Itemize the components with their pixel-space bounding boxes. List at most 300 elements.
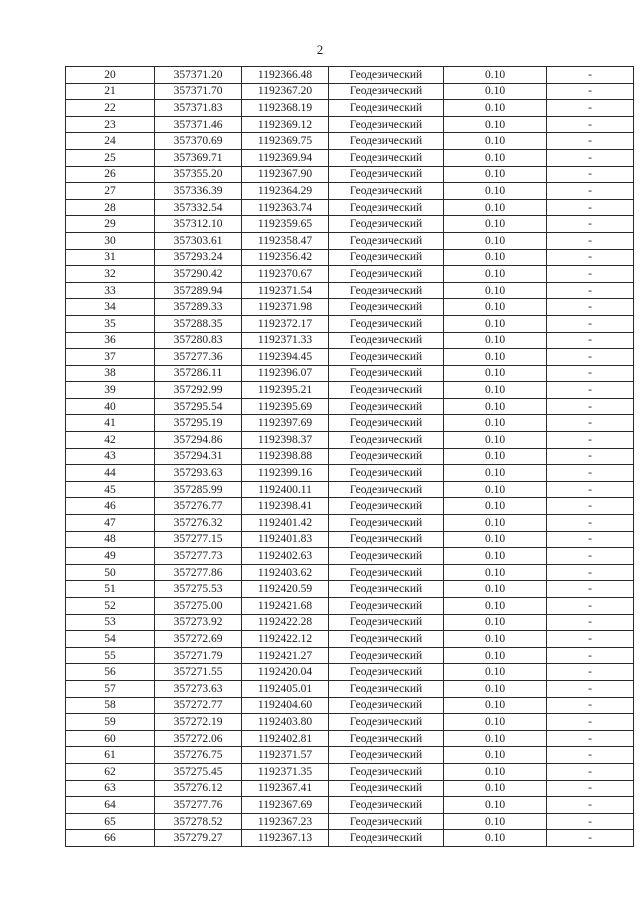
table-row — [66, 515, 634, 532]
cell-note: - — [547, 349, 634, 366]
cell-method: Геодезический — [329, 216, 444, 233]
cell-accuracy: 0.10 — [444, 680, 547, 697]
cell-method: Геодезический — [329, 232, 444, 249]
cell-point-number: 41 — [66, 415, 155, 432]
cell-coord-x: 357285.99 — [155, 481, 242, 498]
cell-method: Геодезический — [329, 133, 444, 150]
cell-coord-y: 1192404.60 — [242, 697, 329, 714]
cell-method: Геодезический — [329, 564, 444, 581]
cell-coord-y: 1192402.63 — [242, 548, 329, 565]
cell-note: - — [547, 365, 634, 382]
cell-note: - — [547, 481, 634, 498]
table-row — [66, 730, 634, 747]
cell-point-number: 38 — [66, 365, 155, 382]
cell-accuracy: 0.10 — [444, 100, 547, 117]
cell-coord-y: 1192364.29 — [242, 183, 329, 200]
cell-note: - — [547, 714, 634, 731]
page-number: 2 — [316, 42, 324, 57]
cell-accuracy: 0.10 — [444, 780, 547, 797]
table-row — [66, 614, 634, 631]
table-row — [66, 83, 634, 100]
cell-coord-x: 357371.20 — [155, 67, 242, 84]
cell-accuracy: 0.10 — [444, 631, 547, 648]
cell-coord-x: 357273.92 — [155, 614, 242, 631]
cell-note: - — [547, 382, 634, 399]
cell-note: - — [547, 730, 634, 747]
cell-point-number: 34 — [66, 299, 155, 316]
cell-point-number: 33 — [66, 282, 155, 299]
cell-coord-y: 1192372.17 — [242, 315, 329, 332]
table-row — [66, 266, 634, 283]
table-row — [66, 232, 634, 249]
table-row — [66, 100, 634, 117]
cell-method: Геодезический — [329, 299, 444, 316]
cell-note: - — [547, 166, 634, 183]
cell-coord-y: 1192402.81 — [242, 730, 329, 747]
coordinates-table — [65, 66, 634, 847]
cell-note: - — [547, 747, 634, 764]
cell-point-number: 36 — [66, 332, 155, 349]
cell-coord-x: 357332.54 — [155, 199, 242, 216]
cell-method: Геодезический — [329, 67, 444, 84]
cell-note: - — [547, 299, 634, 316]
cell-accuracy: 0.10 — [444, 183, 547, 200]
cell-note: - — [547, 249, 634, 266]
cell-point-number: 66 — [66, 830, 155, 847]
cell-accuracy: 0.10 — [444, 598, 547, 615]
cell-point-number: 23 — [66, 116, 155, 133]
table-row — [66, 415, 634, 432]
cell-method: Геодезический — [329, 714, 444, 731]
table-row — [66, 249, 634, 266]
cell-coord-x: 357280.83 — [155, 332, 242, 349]
cell-coord-x: 357277.36 — [155, 349, 242, 366]
cell-coord-y: 1192366.48 — [242, 67, 329, 84]
table-row — [66, 531, 634, 548]
cell-note: - — [547, 564, 634, 581]
cell-note: - — [547, 581, 634, 598]
cell-accuracy: 0.10 — [444, 830, 547, 847]
cell-method: Геодезический — [329, 282, 444, 299]
cell-coord-x: 357290.42 — [155, 266, 242, 283]
cell-method: Геодезический — [329, 365, 444, 382]
cell-accuracy: 0.10 — [444, 498, 547, 515]
cell-note: - — [547, 199, 634, 216]
table-row — [66, 398, 634, 415]
table-row — [66, 299, 634, 316]
table-row — [66, 481, 634, 498]
cell-method: Геодезический — [329, 515, 444, 532]
cell-coord-x: 357294.86 — [155, 432, 242, 449]
cell-coord-y: 1192405.01 — [242, 680, 329, 697]
cell-accuracy: 0.10 — [444, 647, 547, 664]
cell-coord-x: 357289.33 — [155, 299, 242, 316]
table-row — [66, 448, 634, 465]
cell-coord-y: 1192398.41 — [242, 498, 329, 515]
cell-accuracy: 0.10 — [444, 199, 547, 216]
cell-accuracy: 0.10 — [444, 83, 547, 100]
cell-coord-x: 357273.63 — [155, 680, 242, 697]
cell-method: Геодезический — [329, 349, 444, 366]
table-row — [66, 797, 634, 814]
cell-accuracy: 0.10 — [444, 266, 547, 283]
cell-coord-y: 1192403.62 — [242, 564, 329, 581]
table-row — [66, 763, 634, 780]
cell-method: Геодезический — [329, 531, 444, 548]
cell-accuracy: 0.10 — [444, 415, 547, 432]
cell-method: Геодезический — [329, 382, 444, 399]
cell-coord-x: 357355.20 — [155, 166, 242, 183]
cell-coord-y: 1192420.04 — [242, 664, 329, 681]
cell-accuracy: 0.10 — [444, 763, 547, 780]
cell-coord-x: 357369.71 — [155, 149, 242, 166]
cell-method: Геодезический — [329, 747, 444, 764]
cell-note: - — [547, 531, 634, 548]
cell-point-number: 58 — [66, 697, 155, 714]
cell-point-number: 42 — [66, 432, 155, 449]
cell-point-number: 65 — [66, 813, 155, 830]
cell-coord-x: 357294.31 — [155, 448, 242, 465]
cell-note: - — [547, 830, 634, 847]
cell-method: Геодезический — [329, 432, 444, 449]
cell-coord-y: 1192371.35 — [242, 763, 329, 780]
cell-accuracy: 0.10 — [444, 448, 547, 465]
cell-coord-x: 357288.35 — [155, 315, 242, 332]
table-row — [66, 664, 634, 681]
table-row — [66, 382, 634, 399]
table-row — [66, 349, 634, 366]
cell-coord-x: 357278.52 — [155, 813, 242, 830]
cell-coord-y: 1192420.59 — [242, 581, 329, 598]
cell-point-number: 55 — [66, 647, 155, 664]
cell-point-number: 48 — [66, 531, 155, 548]
cell-coord-y: 1192421.68 — [242, 598, 329, 615]
cell-accuracy: 0.10 — [444, 365, 547, 382]
table-row — [66, 183, 634, 200]
coordinates-table-body — [66, 67, 634, 847]
cell-accuracy: 0.10 — [444, 166, 547, 183]
cell-coord-x: 357276.32 — [155, 515, 242, 532]
table-row — [66, 133, 634, 150]
cell-coord-y: 1192398.88 — [242, 448, 329, 465]
cell-point-number: 26 — [66, 166, 155, 183]
cell-method: Геодезический — [329, 614, 444, 631]
cell-coord-y: 1192422.28 — [242, 614, 329, 631]
cell-coord-y: 1192371.57 — [242, 747, 329, 764]
cell-accuracy: 0.10 — [444, 149, 547, 166]
cell-accuracy: 0.10 — [444, 67, 547, 84]
cell-method: Геодезический — [329, 813, 444, 830]
cell-coord-y: 1192359.65 — [242, 216, 329, 233]
cell-coord-x: 357275.45 — [155, 763, 242, 780]
cell-point-number: 57 — [66, 680, 155, 697]
cell-coord-x: 357370.69 — [155, 133, 242, 150]
cell-note: - — [547, 465, 634, 482]
cell-note: - — [547, 332, 634, 349]
cell-coord-y: 1192367.13 — [242, 830, 329, 847]
cell-coord-x: 357277.15 — [155, 531, 242, 548]
cell-coord-y: 1192422.12 — [242, 631, 329, 648]
cell-point-number: 62 — [66, 763, 155, 780]
table-row — [66, 813, 634, 830]
cell-coord-x: 357279.27 — [155, 830, 242, 847]
cell-coord-x: 357336.39 — [155, 183, 242, 200]
cell-coord-x: 357312.10 — [155, 216, 242, 233]
cell-point-number: 45 — [66, 481, 155, 498]
cell-coord-y: 1192367.20 — [242, 83, 329, 100]
cell-note: - — [547, 216, 634, 233]
cell-coord-y: 1192367.69 — [242, 797, 329, 814]
cell-coord-y: 1192421.27 — [242, 647, 329, 664]
table-row — [66, 216, 634, 233]
cell-point-number: 54 — [66, 631, 155, 648]
cell-coord-y: 1192371.33 — [242, 332, 329, 349]
cell-note: - — [547, 183, 634, 200]
table-row — [66, 432, 634, 449]
cell-coord-x: 357303.61 — [155, 232, 242, 249]
cell-point-number: 61 — [66, 747, 155, 764]
cell-note: - — [547, 598, 634, 615]
cell-accuracy: 0.10 — [444, 465, 547, 482]
cell-coord-x: 357272.69 — [155, 631, 242, 648]
cell-method: Геодезический — [329, 315, 444, 332]
cell-accuracy: 0.10 — [444, 664, 547, 681]
cell-note: - — [547, 415, 634, 432]
cell-coord-y: 1192398.37 — [242, 432, 329, 449]
cell-note: - — [547, 232, 634, 249]
cell-accuracy: 0.10 — [444, 813, 547, 830]
cell-method: Геодезический — [329, 183, 444, 200]
cell-accuracy: 0.10 — [444, 398, 547, 415]
cell-accuracy: 0.10 — [444, 714, 547, 731]
cell-coord-x: 357275.53 — [155, 581, 242, 598]
cell-point-number: 28 — [66, 199, 155, 216]
cell-coord-y: 1192395.21 — [242, 382, 329, 399]
table-row — [66, 548, 634, 565]
cell-coord-x: 357292.99 — [155, 382, 242, 399]
cell-note: - — [547, 631, 634, 648]
cell-accuracy: 0.10 — [444, 216, 547, 233]
cell-accuracy: 0.10 — [444, 797, 547, 814]
cell-point-number: 27 — [66, 183, 155, 200]
cell-coord-y: 1192371.54 — [242, 282, 329, 299]
cell-method: Геодезический — [329, 398, 444, 415]
cell-method: Геодезический — [329, 448, 444, 465]
cell-method: Геодезический — [329, 647, 444, 664]
table-row — [66, 564, 634, 581]
cell-method: Геодезический — [329, 465, 444, 482]
cell-coord-x: 357295.54 — [155, 398, 242, 415]
cell-accuracy: 0.10 — [444, 730, 547, 747]
cell-accuracy: 0.10 — [444, 581, 547, 598]
cell-coord-x: 357295.19 — [155, 415, 242, 432]
table-row — [66, 647, 634, 664]
cell-accuracy: 0.10 — [444, 249, 547, 266]
cell-coord-x: 357272.06 — [155, 730, 242, 747]
cell-coord-y: 1192395.69 — [242, 398, 329, 415]
cell-accuracy: 0.10 — [444, 299, 547, 316]
cell-coord-y: 1192363.74 — [242, 199, 329, 216]
cell-point-number: 44 — [66, 465, 155, 482]
table-row — [66, 332, 634, 349]
cell-method: Геодезический — [329, 249, 444, 266]
cell-point-number: 40 — [66, 398, 155, 415]
cell-accuracy: 0.10 — [444, 747, 547, 764]
cell-point-number: 50 — [66, 564, 155, 581]
table-row — [66, 747, 634, 764]
cell-coord-x: 357289.94 — [155, 282, 242, 299]
cell-coord-y: 1192401.42 — [242, 515, 329, 532]
table-row — [66, 498, 634, 515]
cell-method: Геодезический — [329, 697, 444, 714]
cell-accuracy: 0.10 — [444, 116, 547, 133]
cell-accuracy: 0.10 — [444, 332, 547, 349]
cell-coord-y: 1192399.16 — [242, 465, 329, 482]
cell-coord-y: 1192401.83 — [242, 531, 329, 548]
cell-accuracy: 0.10 — [444, 133, 547, 150]
cell-coord-x: 357276.75 — [155, 747, 242, 764]
cell-point-number: 20 — [66, 67, 155, 84]
cell-coord-y: 1192369.75 — [242, 133, 329, 150]
cell-method: Геодезический — [329, 830, 444, 847]
cell-coord-x: 357277.73 — [155, 548, 242, 565]
cell-point-number: 46 — [66, 498, 155, 515]
cell-point-number: 32 — [66, 266, 155, 283]
table-row — [66, 680, 634, 697]
cell-method: Геодезический — [329, 664, 444, 681]
cell-point-number: 47 — [66, 515, 155, 532]
cell-point-number: 35 — [66, 315, 155, 332]
cell-coord-x: 357276.77 — [155, 498, 242, 515]
cell-note: - — [547, 614, 634, 631]
cell-point-number: 39 — [66, 382, 155, 399]
cell-note: - — [547, 67, 634, 84]
cell-coord-x: 357275.00 — [155, 598, 242, 615]
cell-coord-y: 1192370.67 — [242, 266, 329, 283]
cell-note: - — [547, 100, 634, 117]
cell-coord-x: 357293.63 — [155, 465, 242, 482]
cell-note: - — [547, 133, 634, 150]
cell-point-number: 30 — [66, 232, 155, 249]
cell-note: - — [547, 813, 634, 830]
cell-method: Геодезический — [329, 266, 444, 283]
table-row — [66, 830, 634, 847]
cell-note: - — [547, 432, 634, 449]
table-row — [66, 116, 634, 133]
table-row — [66, 199, 634, 216]
cell-method: Геодезический — [329, 100, 444, 117]
cell-note: - — [547, 697, 634, 714]
cell-method: Геодезический — [329, 631, 444, 648]
cell-point-number: 51 — [66, 581, 155, 598]
cell-coord-y: 1192397.69 — [242, 415, 329, 432]
table-row — [66, 166, 634, 183]
cell-coord-y: 1192396.07 — [242, 365, 329, 382]
cell-note: - — [547, 448, 634, 465]
cell-note: - — [547, 680, 634, 697]
table-row — [66, 714, 634, 731]
cell-note: - — [547, 149, 634, 166]
cell-accuracy: 0.10 — [444, 531, 547, 548]
cell-note: - — [547, 548, 634, 565]
table-row — [66, 465, 634, 482]
table-row — [66, 598, 634, 615]
cell-point-number: 22 — [66, 100, 155, 117]
cell-note: - — [547, 398, 634, 415]
cell-coord-y: 1192367.41 — [242, 780, 329, 797]
cell-coord-x: 357293.24 — [155, 249, 242, 266]
table-row — [66, 365, 634, 382]
cell-coord-y: 1192367.23 — [242, 813, 329, 830]
cell-coord-y: 1192394.45 — [242, 349, 329, 366]
table-row — [66, 780, 634, 797]
cell-point-number: 64 — [66, 797, 155, 814]
cell-method: Геодезический — [329, 415, 444, 432]
cell-coord-x: 357272.77 — [155, 697, 242, 714]
cell-coord-x: 357371.83 — [155, 100, 242, 117]
cell-method: Геодезический — [329, 581, 444, 598]
cell-coord-x: 357276.12 — [155, 780, 242, 797]
cell-coord-y: 1192368.19 — [242, 100, 329, 117]
table-row — [66, 697, 634, 714]
cell-note: - — [547, 664, 634, 681]
cell-point-number: 60 — [66, 730, 155, 747]
cell-method: Геодезический — [329, 166, 444, 183]
cell-point-number: 49 — [66, 548, 155, 565]
cell-method: Геодезический — [329, 797, 444, 814]
cell-coord-y: 1192400.11 — [242, 481, 329, 498]
cell-note: - — [547, 763, 634, 780]
cell-method: Геодезический — [329, 481, 444, 498]
cell-method: Геодезический — [329, 199, 444, 216]
cell-note: - — [547, 83, 634, 100]
cell-point-number: 59 — [66, 714, 155, 731]
cell-point-number: 43 — [66, 448, 155, 465]
cell-accuracy: 0.10 — [444, 614, 547, 631]
cell-accuracy: 0.10 — [444, 232, 547, 249]
table-row — [66, 67, 634, 84]
cell-coord-y: 1192356.42 — [242, 249, 329, 266]
cell-note: - — [547, 780, 634, 797]
cell-accuracy: 0.10 — [444, 564, 547, 581]
cell-accuracy: 0.10 — [444, 282, 547, 299]
cell-coord-x: 357371.46 — [155, 116, 242, 133]
cell-coord-y: 1192369.12 — [242, 116, 329, 133]
cell-point-number: 21 — [66, 83, 155, 100]
cell-note: - — [547, 315, 634, 332]
table-row — [66, 581, 634, 598]
cell-point-number: 25 — [66, 149, 155, 166]
table-row — [66, 631, 634, 648]
cell-method: Геодезический — [329, 548, 444, 565]
cell-method: Геодезический — [329, 149, 444, 166]
cell-method: Геодезический — [329, 498, 444, 515]
table-row — [66, 149, 634, 166]
cell-accuracy: 0.10 — [444, 382, 547, 399]
cell-method: Геодезический — [329, 332, 444, 349]
cell-note: - — [547, 647, 634, 664]
cell-note: - — [547, 515, 634, 532]
cell-method: Геодезический — [329, 730, 444, 747]
cell-note: - — [547, 266, 634, 283]
cell-coord-x: 357272.19 — [155, 714, 242, 731]
cell-method: Геодезический — [329, 680, 444, 697]
cell-coord-x: 357271.55 — [155, 664, 242, 681]
cell-coord-x: 357277.86 — [155, 564, 242, 581]
cell-note: - — [547, 498, 634, 515]
cell-point-number: 53 — [66, 614, 155, 631]
cell-note: - — [547, 116, 634, 133]
